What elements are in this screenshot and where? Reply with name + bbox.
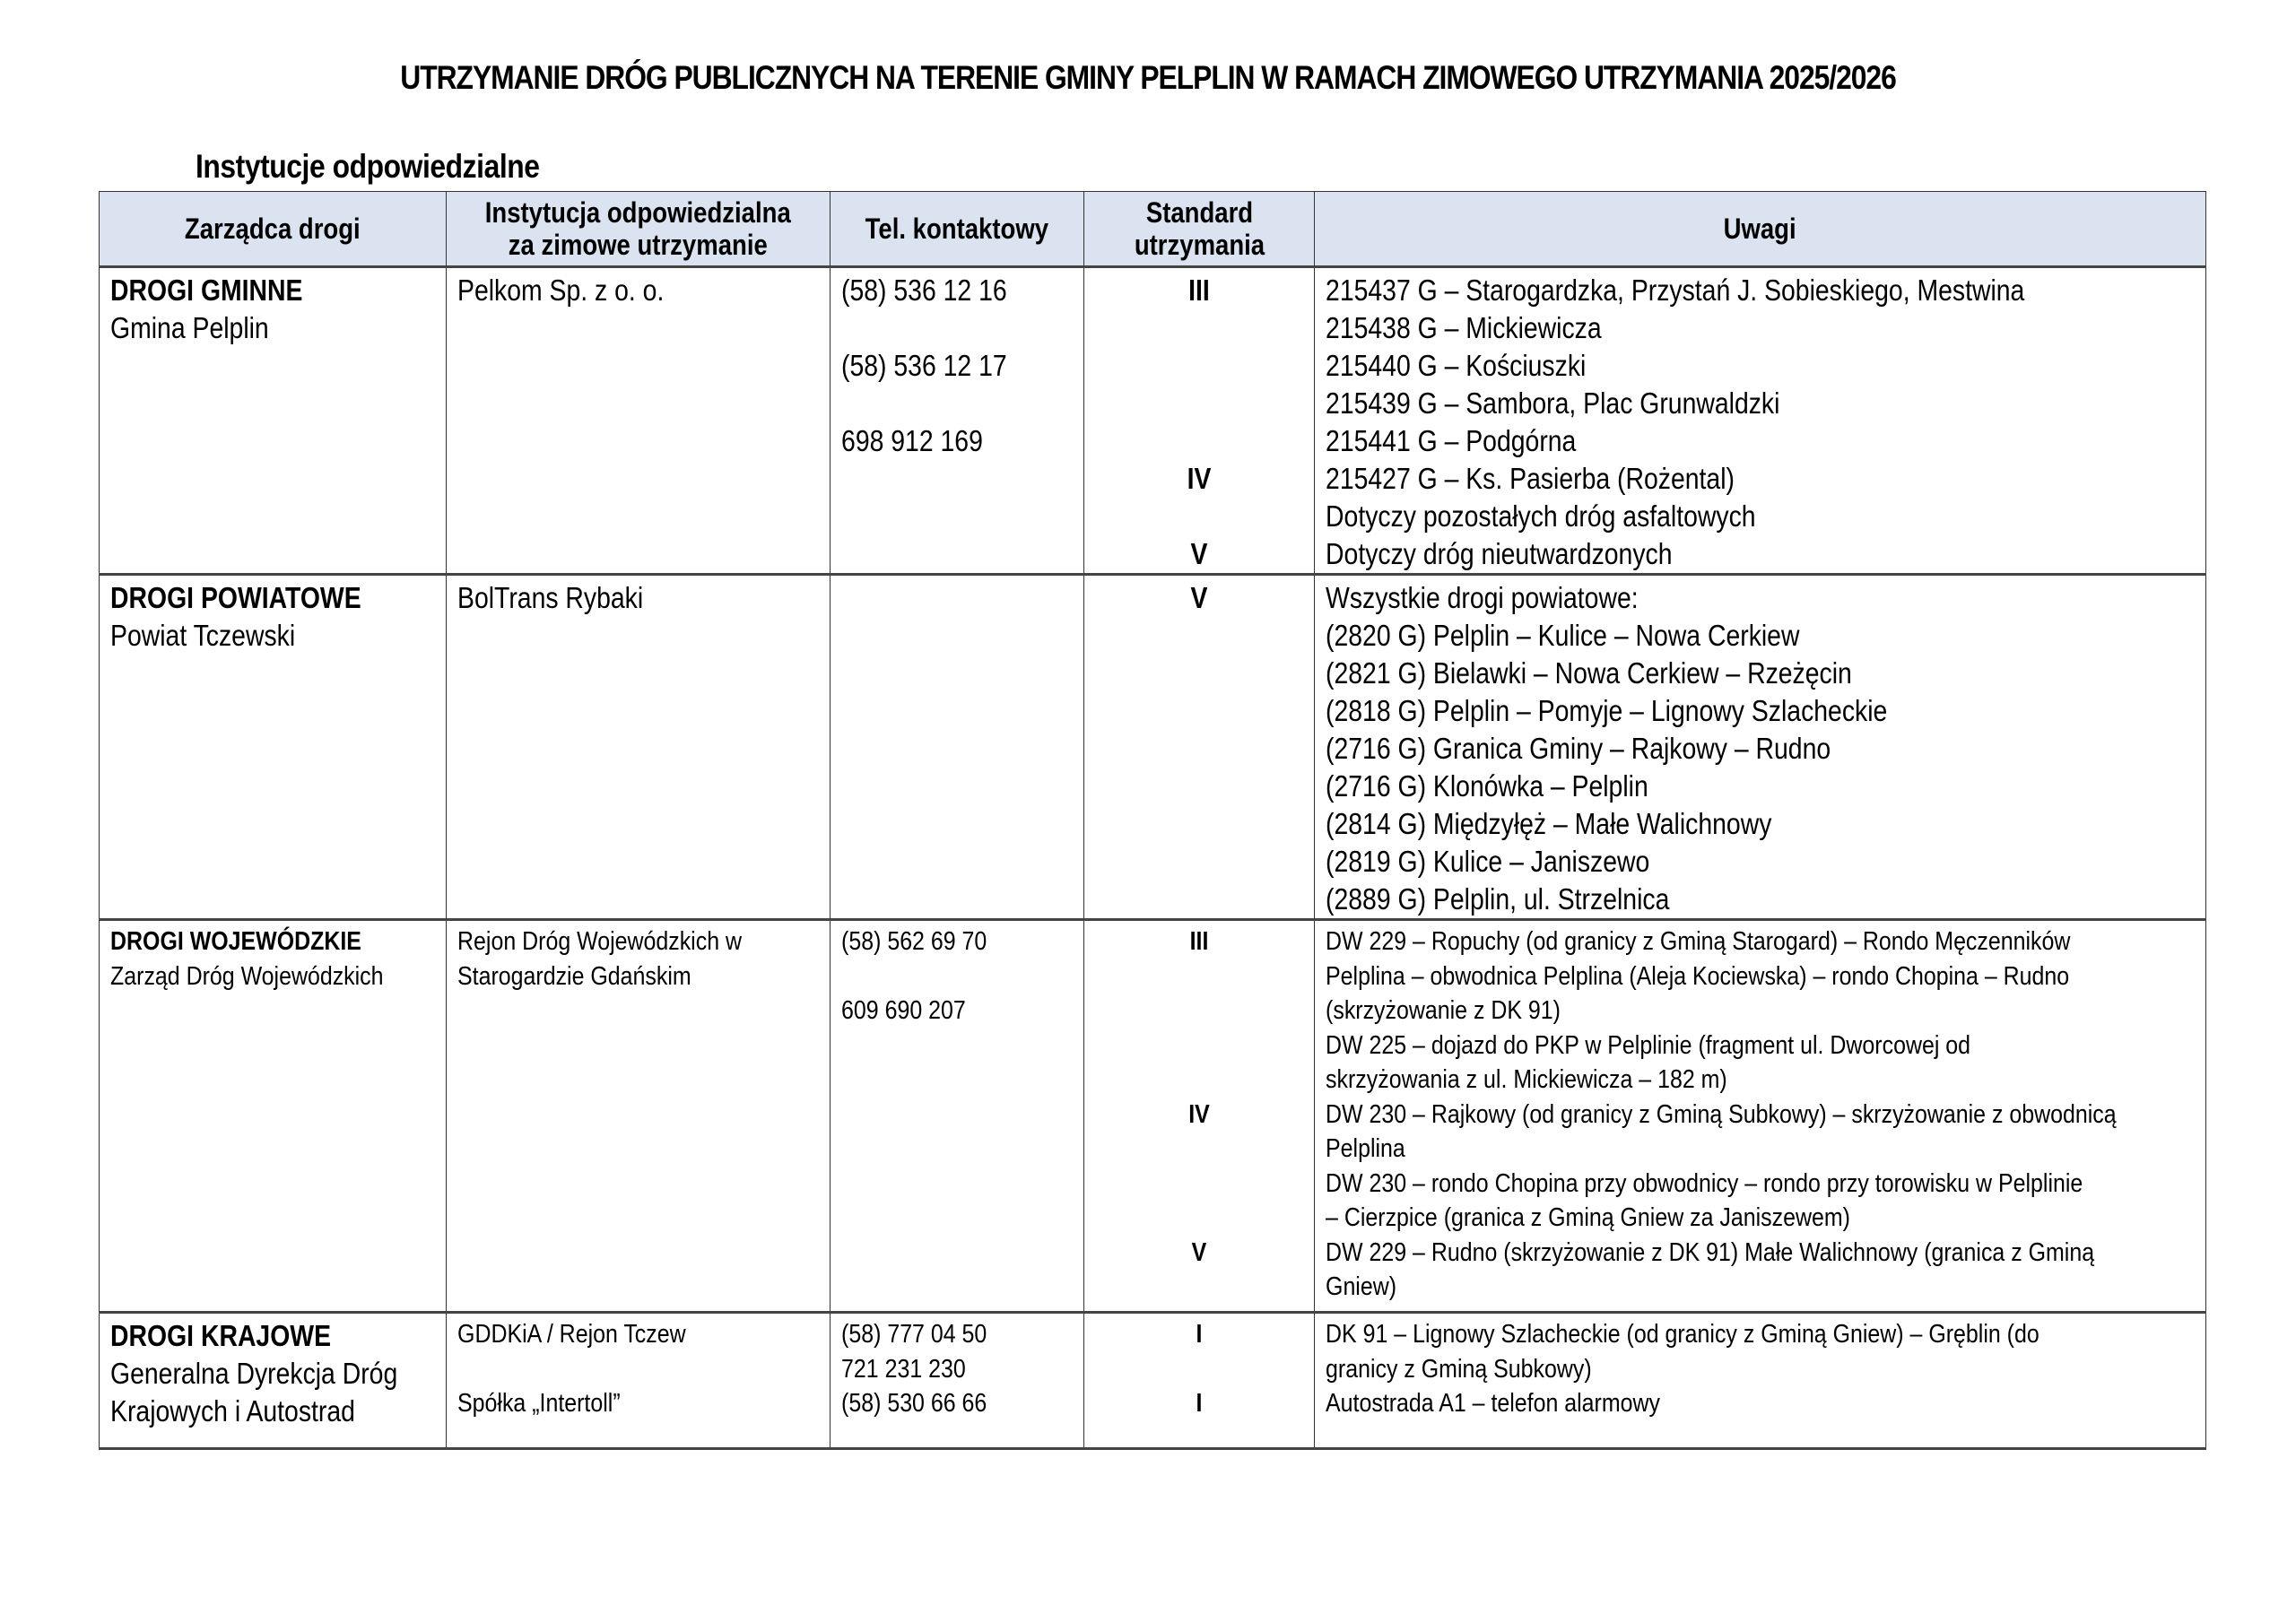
cell-uwagi: Wszystkie drogi powiatowe: (2820 G) Pelplin – Kulice – Nowa Cerkiew (2821 G) Bielawki – Nowa Cerkiew – Rzeżęcin (2818 G) Pelplin – Pomyje – Lignowy Szlacheckie (2716 G) Granica Gminy – Rajkowy – Rudno (2716 G) Klonówka – Pelplin (2814 G) Międzyłęż – Małe Walichnowy (2819 G) Kulice – Janiszewo (2889 G) Pelplin, ul. Strzelnica bbox=[1315, 575, 2206, 920]
phone-number: (58) 536 12 17 bbox=[841, 349, 1007, 382]
cell-standard: III IV V bbox=[1084, 267, 1315, 575]
phone-number: (58) 530 66 66 bbox=[841, 1389, 987, 1418]
phone-number: 721 231 230 bbox=[841, 1354, 966, 1384]
header-uwagi: Uwagi bbox=[1315, 192, 2206, 267]
cell-instytucja: Pelkom Sp. z o. o. bbox=[447, 267, 831, 575]
header-tel: Tel. kontaktowy bbox=[831, 192, 1084, 267]
cell-zarzadca: DROGI WOJEWÓDZKIE Zarząd Dróg Wojewódzkich bbox=[100, 920, 447, 1313]
cell-tel bbox=[831, 1313, 1084, 1449]
table-row-gminne bbox=[100, 267, 2206, 575]
cell-standard: V bbox=[1084, 575, 1315, 920]
table-header-row bbox=[100, 192, 2206, 267]
cell-uwagi: DK 91 – Lignowy Szlacheckie (od granicy z Gminą Gniew) – Gręblin (do granicy z Gminą Subkowy) Autostrada A1 – telefon alarmowy bbox=[1315, 1313, 2206, 1449]
cell-uwagi: 215437 G – Starogardzka, Przystań J. Sobieskiego, Mestwina 215438 G – Mickiewicza 215440 G – Kościuszki 215439 G – Sambora, Plac Grunwaldzki 215441 G – Podgórna 215427 G – Ks. Pasierba (Rożental) Dotyczy pozostałych dróg asfaltowych Dotyczy dróg nieutwardzonych bbox=[1315, 267, 2206, 575]
cell-zarzadca: DROGI GMINNE Gmina Pelplin bbox=[100, 267, 447, 575]
institutions-table bbox=[99, 191, 2206, 1450]
cell-zarzadca: DROGI KRAJOWE Generalna Dyrekcja Dróg Krajowych i Autostrad bbox=[100, 1313, 447, 1449]
cell-uwagi: DW 229 – Ropuchy (od granicy z Gminą Starogard) – Rondo Męczenników Pelplina – obwodnica Pelplina (Aleja Kociewska) – rondo Chopina – Rudno (skrzyżowanie z DK 91) DW 225 – dojazd do PKP w Pelplinie (fragment ul. Dworcowej od skrzyżowania z ul. Mickiewicza – 182 m) DW 230 – Rajkowy (od granicy z Gminą Subkowy) – skrzyżowanie z obwodnicą Pelplina DW 230 – rondo Chopina przy obwodnicy – rondo przy torowisku w Pelplinie – Cierzpice (granica z Gminą Gniew za Janiszewem) DW 229 – Rudno (skrzyżowanie z DK 91) Małe Walichnowy (granica z Gminą Gniew) bbox=[1315, 920, 2206, 1313]
cell-instytucja: GDDKiA / Rejon Tczew Spółka „Intertoll” bbox=[447, 1313, 831, 1449]
cell-standard: III IV V bbox=[1084, 920, 1315, 1313]
cell-instytucja: BolTrans Rybaki bbox=[447, 575, 831, 920]
section-subtitle: Instytucje odpowiedzialne bbox=[196, 148, 540, 185]
phone-number: 609 690 207 bbox=[841, 996, 966, 1025]
table-row-wojewodzkie bbox=[100, 920, 2206, 1313]
cell-tel bbox=[831, 920, 1084, 1313]
cell-instytucja: Rejon Dróg Wojewódzkich w Starogardzie Gdańskim bbox=[447, 920, 831, 1313]
cell-zarzadca: DROGI POWIATOWE Powiat Tczewski bbox=[100, 575, 447, 920]
phone-number: (58) 562 69 70 bbox=[841, 927, 987, 956]
header-instytucja: Instytucja odpowiedzialna za zimowe utrzymanie bbox=[447, 192, 831, 267]
cell-tel bbox=[831, 575, 1084, 920]
table-row-powiatowe bbox=[100, 575, 2206, 920]
header-zarzadca: Zarządca drogi bbox=[100, 192, 447, 267]
phone-number: 698 912 169 bbox=[841, 424, 983, 457]
phone-number: (58) 536 12 16 bbox=[841, 273, 1007, 307]
cell-tel bbox=[831, 267, 1084, 575]
cell-standard: I I bbox=[1084, 1313, 1315, 1449]
table-row-krajowe bbox=[100, 1313, 2206, 1449]
header-standard: Standard utrzymania bbox=[1084, 192, 1315, 267]
document-title: UTRZYMANIE DRÓG PUBLICZNYCH NA TERENIE GMINY PELPLIN W RAMACH ZIMOWEGO UTRZYMANIA 2025/2026 bbox=[400, 59, 1896, 96]
phone-number: (58) 777 04 50 bbox=[841, 1320, 987, 1349]
